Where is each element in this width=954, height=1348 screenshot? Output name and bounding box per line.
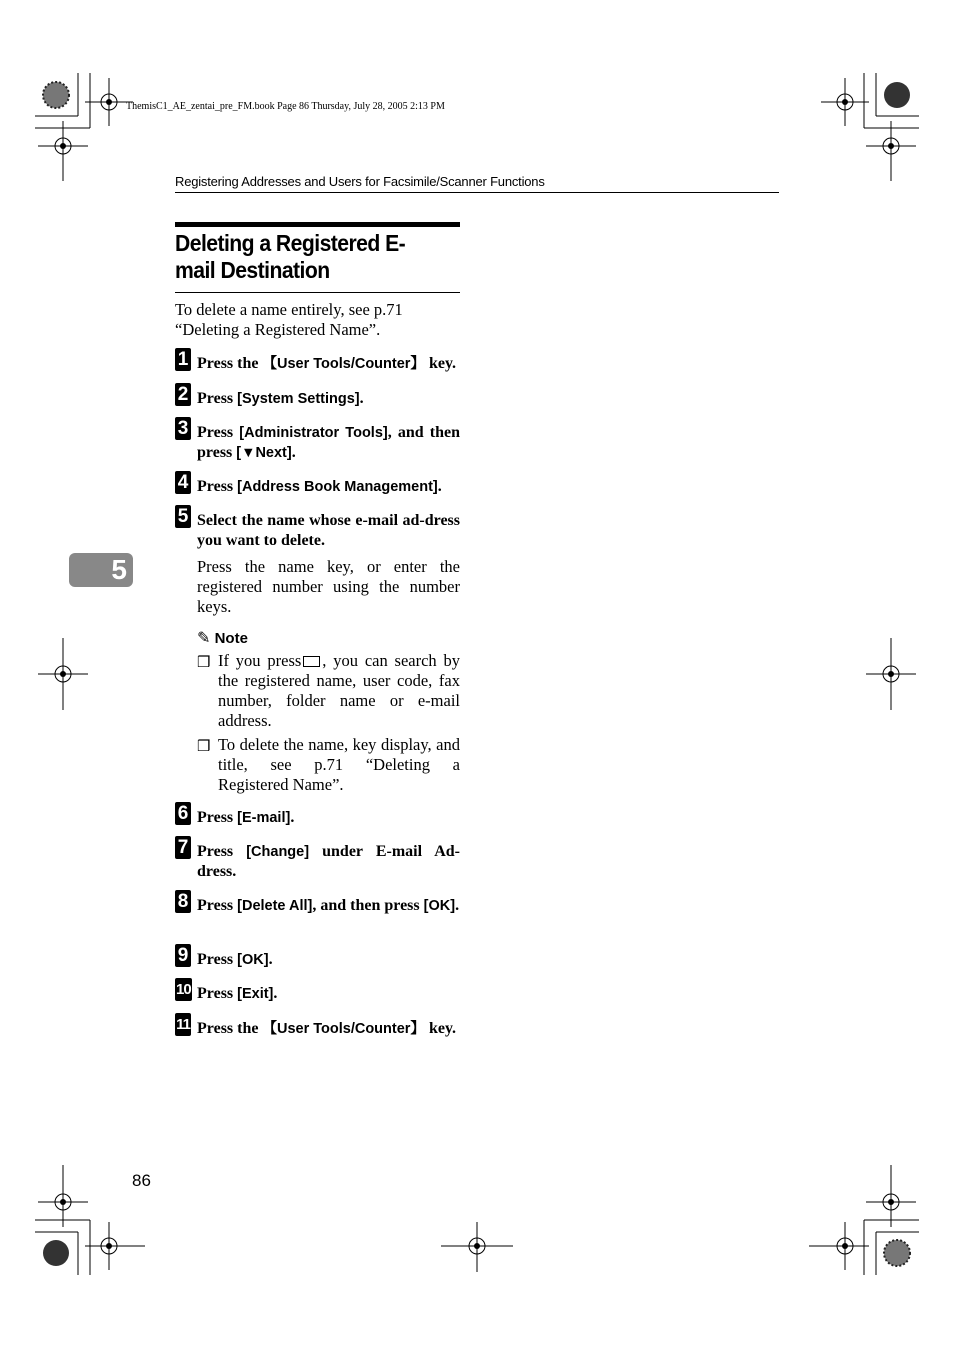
- step-number: 1: [175, 348, 191, 371]
- step-7: [175, 836, 460, 882]
- step-number: 8: [175, 890, 191, 913]
- step-9: [175, 944, 460, 970]
- step-number: 4: [175, 471, 191, 494]
- key-label: [Exit]: [237, 986, 274, 1002]
- step-text: Press the 【User Tools/Counter】 key.: [197, 1020, 457, 1037]
- key-label: 【User Tools/Counter】: [262, 356, 425, 372]
- key-label: [Address Book Management]: [237, 479, 438, 495]
- note-heading: ✎ Note: [197, 630, 248, 647]
- step-2: [175, 383, 460, 409]
- page-number: 86: [132, 1171, 151, 1190]
- step-4: [175, 471, 460, 497]
- step-5: [175, 505, 460, 551]
- step-text: Press [Change] under E-mail Ad-dress.: [197, 843, 460, 880]
- key-label: [System Settings]: [237, 391, 360, 407]
- step-text: Press [OK].: [197, 951, 273, 968]
- section-title: Deleting a Registered E-mail Destination: [175, 230, 406, 283]
- step-11: [175, 1013, 460, 1039]
- key-label: 【User Tools/Counter】: [262, 1021, 425, 1037]
- key-label: [Change]: [246, 844, 310, 860]
- step-text: Press [Exit].: [197, 985, 278, 1002]
- checkbox-bullet-icon: ❒: [197, 655, 211, 671]
- step-text: Press [Delete All], and then press [OK].: [197, 897, 460, 914]
- step-number: 10: [175, 978, 192, 1001]
- step-text: Select the name whose e-mail ad-dress you want to delete.: [197, 512, 460, 549]
- step-number: 2: [175, 383, 191, 406]
- key-label: [E-mail]: [237, 810, 291, 826]
- step-number: 7: [175, 836, 191, 859]
- pencil-icon: ✎: [197, 630, 211, 647]
- key-label: [▼Next]: [236, 445, 292, 461]
- checkbox-bullet-icon: ❒: [197, 739, 211, 755]
- chapter-tab: 5: [69, 553, 133, 587]
- title-bar: [175, 222, 460, 227]
- title-rule: [175, 292, 460, 293]
- search-key-icon: [303, 656, 320, 667]
- note-item: ❒ If you press , you can search by the registered name, user code, fax number, folder name or e-mail address.: [197, 651, 460, 730]
- note-item: ❒ To delete the name, key display, and title, see p.71 “Deleting a Registered Name”.: [197, 735, 460, 794]
- key-label: [Administrator Tools]: [239, 425, 388, 441]
- intro-paragraph: To delete a name entirely, see p.71 “Deleting a Registered Name”.: [175, 300, 403, 339]
- step-3: [175, 417, 460, 463]
- step-number: 5: [175, 505, 191, 528]
- step-1: [175, 348, 460, 374]
- key-label: [Delete All]: [237, 898, 313, 914]
- step-number: 3: [175, 417, 191, 440]
- step-10: [175, 978, 460, 1004]
- step-text: Press [System Settings].: [197, 390, 364, 407]
- step-6: [175, 802, 460, 828]
- step-text: Press [Administrator Tools], and then press [▼Next].: [197, 424, 460, 461]
- running-header: Registering Addresses and Users for Facsimile/Scanner Functions: [175, 174, 545, 189]
- key-label: [OK]: [423, 898, 456, 914]
- file-header: ThemisC1_AE_zentai_pre_FM.book Page 86 Thursday, July 28, 2005 2:13 PM: [126, 101, 445, 112]
- key-label: [OK]: [237, 952, 269, 968]
- header-rule: [175, 192, 779, 193]
- step-text: Press the 【User Tools/Counter】 key.: [197, 355, 457, 372]
- step-number: 6: [175, 802, 191, 825]
- step-8: [175, 890, 460, 916]
- step-5-detail: Press the name key, or enter the registered number using the number keys.: [197, 557, 460, 616]
- step-text: Press [Address Book Management].: [197, 478, 442, 495]
- step-number: 9: [175, 944, 191, 967]
- step-number: 11: [175, 1013, 191, 1036]
- step-text: Press [E-mail].: [197, 809, 295, 826]
